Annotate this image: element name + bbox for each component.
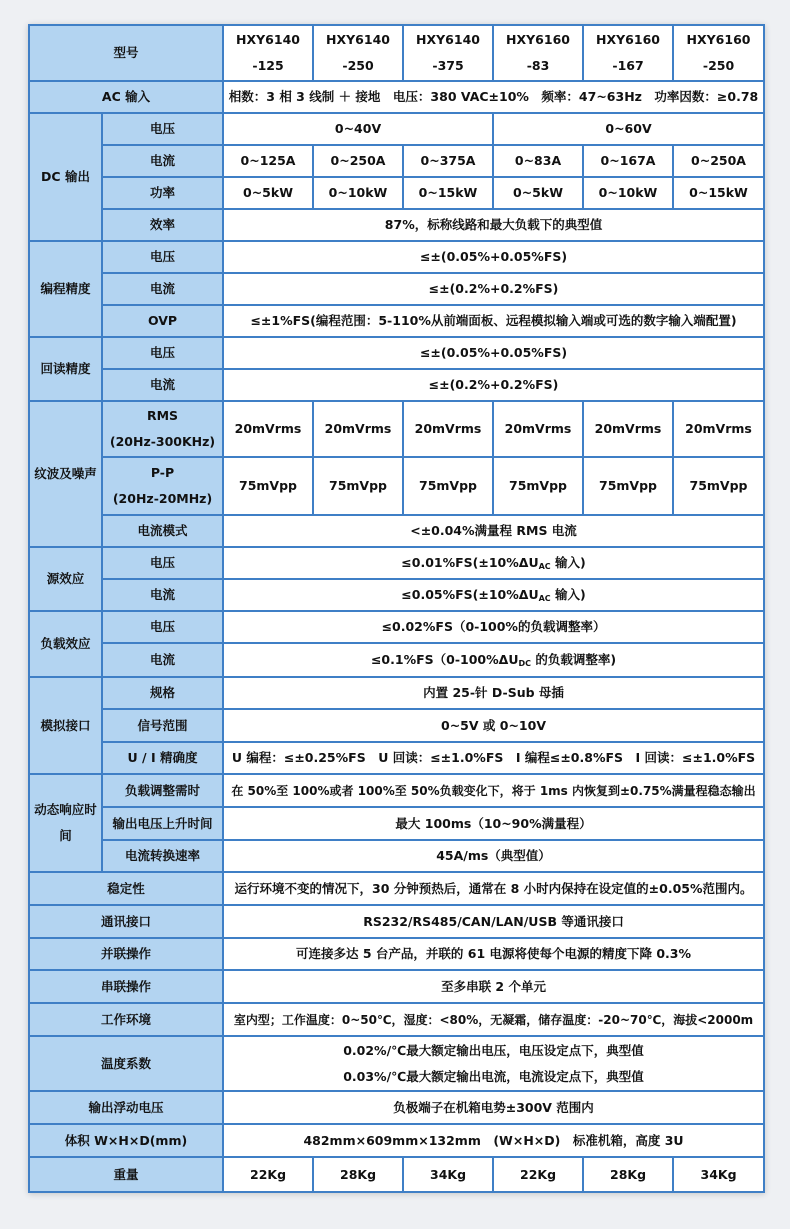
- ripple-pp-value: 75mVpp: [403, 457, 493, 515]
- temp-coeff-value: [223, 1036, 764, 1091]
- dc-voltage-value: 0~60V: [493, 113, 764, 145]
- dynamic-slew-value: 45A/ms（典型值）: [223, 840, 764, 872]
- weight-value: 34Kg: [673, 1157, 764, 1192]
- source-current-row: [29, 579, 764, 611]
- ripple-rms-value: 20mVrms: [493, 401, 583, 457]
- ripple-pp-label-line2: (20Hz-20MHz): [112, 491, 213, 506]
- environment-row: [29, 1003, 764, 1036]
- dc-efficiency-row: [29, 209, 764, 241]
- comm-row: [29, 905, 764, 938]
- analog-accuracy-label: U / I 精确度: [102, 742, 223, 774]
- analog-range-value: 0~5V 或 0~10V: [223, 709, 764, 742]
- weight-value: 28Kg: [583, 1157, 673, 1192]
- analog-spec-row: [29, 677, 764, 709]
- dynamic-group-line1: 动态响应时: [34, 802, 97, 817]
- load-voltage-label: 电压: [102, 611, 223, 643]
- model-name-line2: -167: [612, 58, 644, 73]
- dc-current-value: 0~250A: [673, 145, 764, 177]
- parallel-row: [29, 938, 764, 970]
- load-current-subscript: DC: [518, 659, 531, 668]
- weight-value: 28Kg: [313, 1157, 403, 1192]
- temp-coeff-row: [29, 1036, 764, 1091]
- prog-current-row: [29, 273, 764, 305]
- parallel-label: 并联操作: [29, 938, 223, 970]
- ripple-pp-value: 75mVpp: [223, 457, 313, 515]
- dynamic-slew-label: 电流转换速率: [102, 840, 223, 872]
- source-voltage-value: [223, 547, 764, 579]
- model-name-line1: HXY6160: [506, 32, 570, 47]
- load-effect-group: 负载效应: [29, 611, 102, 677]
- weight-value: 22Kg: [493, 1157, 583, 1192]
- comm-value: RS232/RS485/CAN/LAN/USB 等通讯接口: [223, 905, 764, 938]
- series-row: [29, 970, 764, 1003]
- ripple-pp-value: 75mVpp: [313, 457, 403, 515]
- model-label: 型号: [29, 25, 223, 81]
- source-current-label: 电流: [102, 579, 223, 611]
- dynamic-rise-value: 最大 100ms（10~90%满量程）: [223, 807, 764, 840]
- readback-voltage-value: ≤±(0.05%+0.05%FS): [223, 337, 764, 369]
- series-value: 至多串联 2 个单元: [223, 970, 764, 1003]
- model-name-line1: HXY6140: [416, 32, 480, 47]
- dc-efficiency-value: 87%，标称线路和最大负载下的典型值: [223, 209, 764, 241]
- ripple-rms-label-line2: (20Hz-300KHz): [109, 434, 216, 449]
- prog-current-value: ≤±(0.2%+0.2%FS): [223, 273, 764, 305]
- floating-value: 负极端子在机箱电势±300V 范围内: [223, 1091, 764, 1124]
- dynamic-load-value: 在 50%至 100%或者 100%至 50%负载变化下，将于 1ms 内恢复到±0.75%满量程稳态输出: [223, 774, 764, 807]
- comm-label: 通讯接口: [29, 905, 223, 938]
- prog-voltage-value: ≤±(0.05%+0.05%FS): [223, 241, 764, 273]
- dimensions-row: [29, 1124, 764, 1157]
- dc-current-value: 0~167A: [583, 145, 673, 177]
- ripple-rms-row: [29, 401, 764, 457]
- prog-ovp-row: [29, 305, 764, 337]
- ripple-pp-row: [29, 457, 764, 515]
- model-name: [583, 25, 673, 81]
- prog-voltage-label: 电压: [102, 241, 223, 273]
- floating-row: [29, 1091, 764, 1124]
- dc-current-value: 0~83A: [493, 145, 583, 177]
- ripple-current-mode-value: <±0.04%满量程 RMS 电流: [223, 515, 764, 547]
- dc-current-value: 0~125A: [223, 145, 313, 177]
- model-name-line1: HXY6140: [236, 32, 300, 47]
- dynamic-slew-row: [29, 840, 764, 872]
- dc-current-row: [29, 145, 764, 177]
- dc-power-row: [29, 177, 764, 209]
- dc-current-label: 电流: [102, 145, 223, 177]
- prog-ovp-value: ≤±1%FS(编程范围：5-110%从前端面板、远程模拟输入端或可选的数字输入端配置): [223, 305, 764, 337]
- load-current-label: 电流: [102, 643, 223, 677]
- ripple-current-mode-label: 电流模式: [102, 515, 223, 547]
- ripple-rms-label-line1: RMS: [146, 408, 179, 423]
- dynamic-group: [29, 774, 102, 872]
- stability-row: [29, 872, 764, 905]
- dc-output-group: DC 输出: [29, 113, 102, 241]
- source-voltage-label: 电压: [102, 547, 223, 579]
- ripple-current-mode-row: [29, 515, 764, 547]
- model-name: [223, 25, 313, 81]
- source-current-subscript: AC: [538, 594, 551, 603]
- dynamic-rise-label: 输出电压上升时间: [102, 807, 223, 840]
- dynamic-group-line2: 间: [59, 828, 72, 843]
- ripple-pp-label: [102, 457, 223, 515]
- source-voltage-text: ≤0.01%FS(±10%ΔU: [401, 555, 539, 570]
- ripple-group: 纹波及噪声: [29, 401, 102, 547]
- model-name: [673, 25, 764, 81]
- environment-value: 室内型；工作温度：0~50℃，湿度：<80%，无凝霜，储存温度：-20~70℃，海拔<2000m: [223, 1003, 764, 1036]
- model-name-line2: -125: [252, 58, 284, 73]
- environment-label: 工作环境: [29, 1003, 223, 1036]
- temp-coeff-line2: 0.03%/℃最大额定输出电流，电流设定点下，典型值: [343, 1068, 644, 1084]
- prog-current-label: 电流: [102, 273, 223, 305]
- load-current-row: [29, 643, 764, 677]
- dc-current-value: 0~375A: [403, 145, 493, 177]
- analog-range-row: [29, 709, 764, 742]
- dc-efficiency-label: 效率: [102, 209, 223, 241]
- readback-group: 回读精度: [29, 337, 102, 401]
- ripple-pp-value: 75mVpp: [583, 457, 673, 515]
- temp-coeff-label: 温度系数: [29, 1036, 223, 1091]
- ripple-rms-label: [102, 401, 223, 457]
- stability-value: 运行环境不变的情况下，30 分钟预热后，通常在 8 小时内保持在设定值的±0.05%范围内。: [223, 872, 764, 905]
- dynamic-rise-row: [29, 807, 764, 840]
- source-current-text-end: 输入): [550, 587, 586, 602]
- ripple-rms-value: 20mVrms: [313, 401, 403, 457]
- model-name-line1: HXY6160: [596, 32, 660, 47]
- spec-table: [28, 24, 765, 1193]
- analog-accuracy-value: U 编程：≤±0.25%FS U 回读：≤±1.0%FS I 编程≤±0.8%FS I 回读：≤±1.0%FS: [223, 742, 764, 774]
- prog-voltage-row: [29, 241, 764, 273]
- weight-value: 22Kg: [223, 1157, 313, 1192]
- dc-power-value: 0~10kW: [583, 177, 673, 209]
- analog-accuracy-row: [29, 742, 764, 774]
- source-voltage-text-end: 输入): [550, 555, 586, 570]
- dc-power-value: 0~15kW: [673, 177, 764, 209]
- series-label: 串联操作: [29, 970, 223, 1003]
- dc-power-value: 0~5kW: [493, 177, 583, 209]
- dc-power-value: 0~5kW: [223, 177, 313, 209]
- ac-input-row: [29, 81, 764, 113]
- dc-power-value: 0~10kW: [313, 177, 403, 209]
- dynamic-load-label: 负载调整需时: [102, 774, 223, 807]
- readback-voltage-row: [29, 337, 764, 369]
- readback-current-row: [29, 369, 764, 401]
- analog-spec-value: 内置 25-针 D-Sub 母插: [223, 677, 764, 709]
- load-current-text: ≤0.1%FS（0-100%ΔU: [370, 652, 519, 667]
- temp-coeff-line1: 0.02%/℃最大额定输出电压，电压设定点下，典型值: [343, 1042, 644, 1058]
- weight-label: 重量: [29, 1157, 223, 1192]
- dc-voltage-label: 电压: [102, 113, 223, 145]
- source-effect-group: 源效应: [29, 547, 102, 611]
- ripple-pp-value: 75mVpp: [673, 457, 764, 515]
- readback-current-label: 电流: [102, 369, 223, 401]
- model-name-line1: HXY6140: [326, 32, 390, 47]
- ripple-rms-value: 20mVrms: [403, 401, 493, 457]
- model-name-line2: -375: [432, 58, 464, 73]
- dc-power-value: 0~15kW: [403, 177, 493, 209]
- model-name: [403, 25, 493, 81]
- prog-accuracy-group: 编程精度: [29, 241, 102, 337]
- prog-ovp-label: OVP: [102, 305, 223, 337]
- stability-label: 稳定性: [29, 872, 223, 905]
- dc-voltage-value: 0~40V: [223, 113, 493, 145]
- ripple-rms-value: 20mVrms: [583, 401, 673, 457]
- ripple-pp-value: 75mVpp: [493, 457, 583, 515]
- readback-current-value: ≤±(0.2%+0.2%FS): [223, 369, 764, 401]
- model-name-line2: -250: [342, 58, 374, 73]
- dc-voltage-row: [29, 113, 764, 145]
- load-voltage-value: ≤0.02%FS（0-100%的负载调整率）: [223, 611, 764, 643]
- analog-group: 模拟接口: [29, 677, 102, 774]
- source-current-text: ≤0.05%FS(±10%ΔU: [401, 587, 539, 602]
- dc-power-label: 功率: [102, 177, 223, 209]
- load-voltage-row: [29, 611, 764, 643]
- model-name-line1: HXY6160: [686, 32, 751, 47]
- source-voltage-row: [29, 547, 764, 579]
- parallel-value: 可连接多达 5 台产品，并联的 61 电源将使每个电源的精度下降 0.3%: [223, 938, 764, 970]
- model-name-line2: -250: [702, 58, 735, 73]
- dynamic-load-row: [29, 774, 764, 807]
- ripple-rms-value: 20mVrms: [223, 401, 313, 457]
- dimensions-label: 体积 W×H×D(mm): [29, 1124, 223, 1157]
- ripple-rms-value: 20mVrms: [673, 401, 764, 457]
- readback-voltage-label: 电压: [102, 337, 223, 369]
- source-voltage-subscript: AC: [538, 562, 551, 571]
- load-current-text-end: 的负载调整率): [530, 652, 617, 667]
- ac-input-value: 相数：3 相 3 线制 ＋ 接地 电压：380 VAC±10% 频率：47~63Hz 功率因数：≥0.78: [223, 81, 764, 113]
- model-name: [313, 25, 403, 81]
- load-current-value: [223, 643, 764, 677]
- weight-value: 34Kg: [403, 1157, 493, 1192]
- floating-label: 输出浮动电压: [29, 1091, 223, 1124]
- model-name-line2: -83: [526, 58, 550, 73]
- model-row: [29, 25, 764, 81]
- analog-spec-label: 规格: [102, 677, 223, 709]
- dimensions-value: 482mm×609mm×132mm (W×H×D) 标准机箱，高度 3U: [223, 1124, 764, 1157]
- weight-row: [29, 1157, 764, 1192]
- analog-range-label: 信号范围: [102, 709, 223, 742]
- ripple-pp-label-line1: P-P: [150, 465, 175, 480]
- ac-input-label: AC 输入: [29, 81, 223, 113]
- model-name: [493, 25, 583, 81]
- dc-current-value: 0~250A: [313, 145, 403, 177]
- source-current-value: [223, 579, 764, 611]
